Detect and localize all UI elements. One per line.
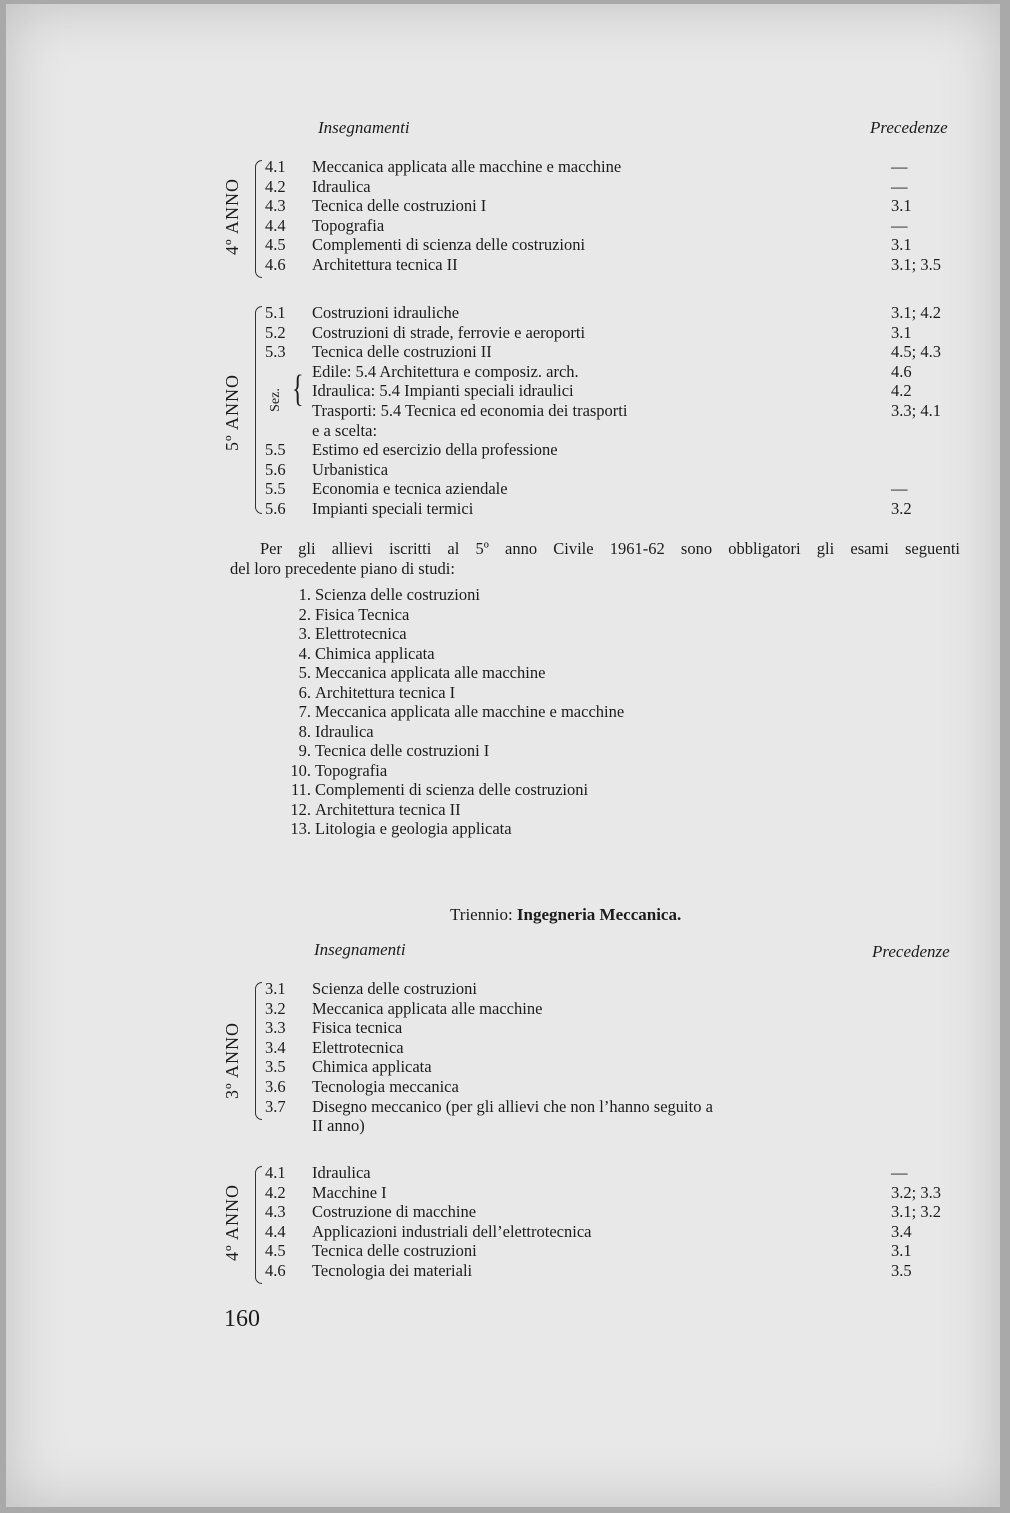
course-number: 4.1 [265,157,286,176]
course-name: Idraulica [312,1163,371,1182]
course-row [0,1261,1010,1280]
course-number: 4.6 [265,255,286,274]
course-name: Meccanica applicata alle macchine e macchine [312,157,622,176]
course-row [0,1163,1010,1182]
course-number: 4.2 [265,176,286,196]
page-number: 160 [224,1306,260,1332]
course-name: Impianti speciali termici [312,499,474,518]
year-label-5-anno: 5º ANNO [222,373,243,452]
course-precedence: — [891,176,908,196]
course-number: 3.7 [265,1096,286,1116]
list-item-text: Scienza delle costruzioni [315,585,480,604]
course-name: Topografia [312,215,385,235]
course-name: Urbanistica [312,459,389,479]
triennio-heading [450,905,681,925]
course-name: Chimica applicata [312,1057,432,1077]
course-name: Macchine I [312,1182,387,1202]
course-precedence: — [891,215,908,235]
course-row [0,1116,1010,1135]
sezione-label: Sez. [267,388,283,412]
course-number: 4.5 [265,235,286,255]
course-precedence: 4.6 [891,361,912,381]
course-name: II anno) [312,1116,365,1136]
paragraph-line-1: Per gli allievi iscritti al 5º anno Civile 1961-62 sono obbligatori gli esami seguenti [260,539,960,558]
course-number: 5.6 [265,499,286,518]
list-item-number: 7. [298,702,311,721]
course-row [0,323,1010,342]
course-name: Idraulica [312,176,371,196]
year-label-3-anno: 3º ANNO [222,1021,243,1100]
list-item-number: 3. [298,624,311,643]
course-precedence: — [891,157,908,176]
course-row [0,303,1010,322]
course-row [0,362,1010,381]
course-precedence: 3.1; 3.5 [891,255,941,274]
course-number: 5.6 [265,459,286,479]
course-precedence: 3.1; 4.2 [891,303,941,322]
course-precedence: 3.1 [891,322,912,342]
column-header-precedenze: Precedenze [870,118,948,137]
course-row [0,999,1010,1018]
course-number: 3.2 [265,998,286,1018]
triennio-heading-prefix: Triennio: [450,905,517,924]
course-name: Complementi di scienza delle costruzioni [312,235,586,255]
list-item-text: Topografia [315,760,388,780]
course-name: Trasporti: 5.4 Tecnica ed economia dei trasporti [312,401,628,420]
list-item-number: 5. [298,663,311,682]
course-number: 3.6 [265,1077,286,1096]
list-item-number: 8. [298,721,311,741]
column-header-insegnamenti-2: Insegnamenti [314,940,406,959]
obligatory-exams-paragraph [230,539,960,579]
year-label-4-anno: 4º ANNO [222,177,243,256]
list-item-text: Elettrotecnica [315,624,407,643]
list-item-text: Chimica applicata [315,643,435,663]
triennio-heading-title: Ingegneria Meccanica. [516,905,682,924]
course-number: 4.6 [265,1261,286,1280]
course-number: 3.5 [265,1057,286,1077]
course-precedence: — [891,1163,908,1182]
course-precedence: 3.1 [891,1241,912,1261]
paragraph-line-2: del loro precedente piano di studi: [230,559,455,578]
course-number: 5.3 [265,342,286,362]
course-row [0,381,1010,400]
list-item-text: Meccanica applicata alle macchine e macchine [315,702,625,721]
course-name: e a scelta: [312,420,378,440]
course-precedence: — [891,479,908,499]
course-name: Elettrotecnica [312,1037,404,1057]
list-item-text: Litologia e geologia applicata [315,819,512,838]
course-row [0,235,1010,254]
course-number: 4.4 [265,215,286,235]
course-number: 5.5 [265,440,286,460]
course-number: 5.2 [265,322,286,342]
course-row [0,1241,1010,1260]
course-name: Estimo ed esercizio della professione [312,440,558,460]
course-name: Tecnologia meccanica [312,1077,459,1096]
list-item-number: 6. [298,682,311,702]
course-number: 4.5 [265,1241,286,1261]
list-item-number: 12. [290,799,311,819]
sezione-brace: { [292,369,304,411]
list-item-number: 2. [298,604,311,624]
course-name: Architettura tecnica II [312,255,458,274]
course-name: Costruzioni di strade, ferrovie e aeroporti [312,322,586,342]
course-name: Edile: 5.4 Architettura e composiz. arch. [312,361,579,381]
course-row [0,1097,1010,1116]
list-item-number: 4. [298,643,311,663]
course-row [0,177,1010,196]
course-name: Disegno meccanico (per gli allievi che non l’hanno seguito a [312,1096,713,1116]
list-item-number: 10. [290,760,311,780]
course-number: 3.1 [265,979,286,998]
course-precedence: 3.2; 3.3 [891,1182,941,1202]
list-item-number: 9. [298,741,311,760]
list-item-number: 11. [290,780,311,799]
course-row [0,1038,1010,1057]
course-name: Costruzioni idrauliche [312,303,460,322]
list-item-text: Complementi di scienza delle costruzioni [315,780,589,799]
list-item-text: Meccanica applicata alle macchine [315,663,546,682]
course-precedence: 3.3; 4.1 [891,401,941,420]
course-name: Costruzione di macchine [312,1202,477,1222]
course-row [0,1183,1010,1202]
course-name: Tecnica delle costruzioni II [312,342,492,362]
course-name: Fisica tecnica [312,1018,403,1038]
course-precedence: 3.1 [891,196,912,216]
course-row [0,440,1010,459]
list-item-text: Fisica Tecnica [315,604,410,624]
course-number: 4.4 [265,1221,286,1241]
course-row [0,1018,1010,1037]
course-number: 4.1 [265,1163,286,1182]
course-number: 5.5 [265,479,286,499]
course-name: Tecnologia dei materiali [312,1261,473,1280]
list-item-number: 1. [298,585,311,604]
course-precedence: 3.1 [891,235,912,255]
column-header-insegnamenti: Insegnamenti [318,118,410,137]
course-row [0,421,1010,440]
course-row [0,157,1010,176]
course-row [0,255,1010,274]
course-precedence: 3.5 [891,1261,912,1280]
list-item-number: 13. [290,819,311,838]
course-number: 4.3 [265,196,286,216]
course-name: Scienza delle costruzioni [312,979,477,998]
course-name: Idraulica: 5.4 Impianti speciali idraulici [312,381,574,401]
list-item-text: Architettura tecnica I [315,682,456,702]
course-row [0,1057,1010,1076]
course-row [0,401,1010,420]
course-name: Tecnica delle costruzioni I [312,196,487,216]
column-header-precedenze-2: Precedenze [872,942,950,961]
course-row [0,1202,1010,1221]
course-row [0,216,1010,235]
list-item-text: Idraulica [315,721,374,741]
course-row [0,979,1010,998]
course-name: Economia e tecnica aziendale [312,479,508,499]
list-item-text: Architettura tecnica II [315,799,461,819]
course-row [0,196,1010,215]
course-name: Applicazioni industriali dell’elettrotecnica [312,1221,592,1241]
course-name: Tecnica delle costruzioni [312,1241,477,1261]
course-precedence: 4.2 [891,381,912,401]
course-number: 4.3 [265,1202,286,1222]
course-precedence: 3.4 [891,1221,912,1241]
course-row [0,499,1010,518]
course-precedence: 3.2 [891,499,912,518]
course-row [0,342,1010,361]
course-precedence: 4.5; 4.3 [891,342,941,362]
course-number: 3.3 [265,1018,286,1038]
year-label-4-anno-meccanica: 4º ANNO [222,1183,243,1262]
course-row [0,1222,1010,1241]
course-number: 4.2 [265,1182,286,1202]
course-row [0,479,1010,498]
course-number: 5.1 [265,303,286,322]
course-precedence: 3.1; 3.2 [891,1202,941,1222]
course-number: 3.4 [265,1037,286,1057]
course-row [0,460,1010,479]
course-row [0,1077,1010,1096]
list-item-text: Tecnica delle costruzioni I [315,741,490,760]
course-name: Meccanica applicata alle macchine [312,998,543,1018]
